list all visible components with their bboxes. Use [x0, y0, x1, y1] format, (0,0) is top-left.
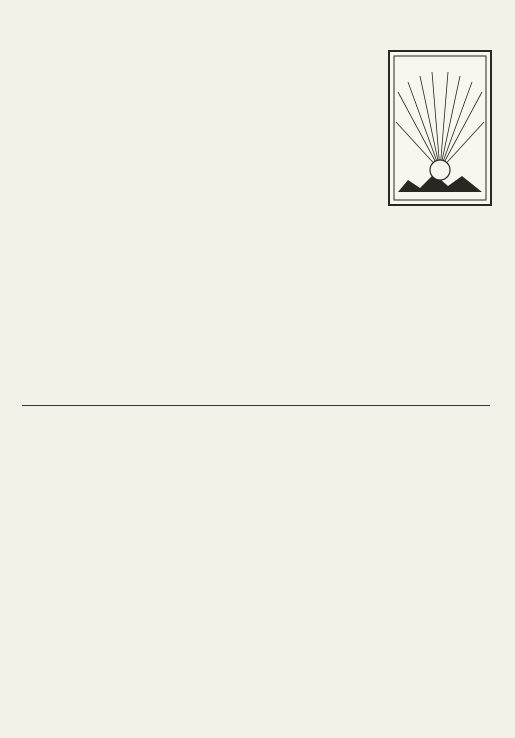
qa-emblem: [388, 50, 492, 206]
section-divider-top: [22, 405, 490, 406]
sunburst-emblem-icon: [390, 52, 490, 204]
